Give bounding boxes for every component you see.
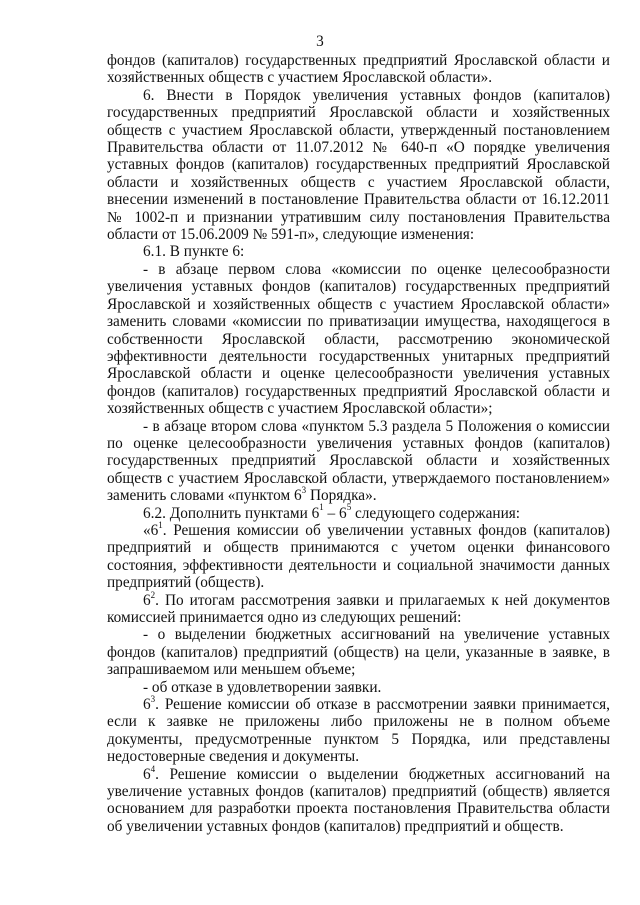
superscript: 1 (158, 519, 163, 530)
superscript: 5 (346, 502, 352, 513)
superscript: 1 (319, 502, 324, 513)
text-run: 6 (143, 591, 151, 609)
text-run: – 6 (323, 504, 347, 522)
paragraph-continuation: фондов (капиталов) государственных предприятий Ярославской области и хозяйственных обществ с участием Ярославской области». (107, 52, 610, 87)
text-run: «6 (143, 521, 159, 539)
text-run: следующего содержания: (351, 504, 521, 522)
text-run: - в абзаце втором слова «пунктом 5.3 раздела 5 Положения о комиссии по оценке целесообразности увеличения уставных фондов (капиталов) государственных предприятий Ярославской области и хозяйственных обществ с участием Ярославской области, утверждаемого постановлением» заменить словами «пунктом 6 (107, 417, 610, 505)
paragraph-first-abzats-change: - в абзаце первом слова «комиссии по оценке целесообразности увеличения уставных фондов (капиталов) государственных предприятий Ярославской и хозяйственных обществ с участием Ярославской области» заменить словами «комиссии по приватизации имущества, находящегося в собственности Ярославской области, рассмотрению экономической эффективности деятельности государственных унитарных предприятий Ярославской области и оценке целесообразности увеличения уставных фондов (капиталов) государственных предприятий Ярославской области и хозяйственных обществ с участием Ярославской области»; (107, 260, 610, 418)
document-body (107, 52, 610, 835)
text-run: Порядка». (306, 487, 377, 505)
text-run: 6.2. Дополнить пунктами 6 (143, 504, 320, 522)
paragraph-decision-refuse: - об отказе в удовлетворении заявки. (143, 678, 382, 696)
text-run: . Решение комиссии о выделении бюджетных ассигнований на увеличение уставных фондов (капиталов) предприятий (обществ) является основанием для разработки проекта постановления Правительства области об увеличении уставных фондов (капиталов) предприятий и обществ. (107, 765, 610, 835)
page-number: 3 (316, 33, 324, 50)
superscript: 4 (150, 763, 156, 774)
superscript: 3 (150, 693, 156, 704)
paragraph-point-6-3 (107, 693, 610, 766)
paragraph-point-6-4 (107, 763, 610, 836)
paragraph-second-abzats-change (107, 418, 610, 505)
text-run: . Решение комиссии об отказе в рассмотрении заявки принимается, если к заявке не приложены либо приложены не в полном объеме документы, предусмотренные пунктом 5 Порядка, или представлены недостоверные сведения и документы. (107, 696, 610, 766)
text-run: 6 (143, 696, 151, 714)
paragraph-decision-allocate: - о выделении бюджетных ассигнований на увеличение уставных фондов (капиталов) предприятий (обществ) на цели, указанные в заявке, в запрашиваемом или меньшем объеме; (107, 626, 610, 679)
superscript: 2 (150, 589, 156, 600)
paragraph-item-6-2 (107, 502, 610, 522)
paragraph-point-6-2 (107, 589, 610, 627)
text-run: . По итогам рассмотрения заявки и прилагаемых к ней документов комиссией принимается одно из следующих решений: (107, 591, 610, 626)
text-run: . Решения комиссии об увеличении уставных фондов (капиталов) предприятий и обществ принимаются с учетом оценки финансового состояния, эффективности деятельности и социальной значимости данных предприятий (обществ). (107, 521, 610, 592)
paragraph-point-6-1 (107, 519, 610, 592)
text-run: 6 (143, 765, 151, 783)
paragraph-item-6-1: 6.1. В пункте 6: (143, 243, 245, 261)
paragraph-item-6: 6. Внести в Порядок увеличения уставных фондов (капиталов) государственных предприятий Ярославской области и хозяйственных обществ с участием Ярославской области, утвержденный постановлением Правительства области от 11.07.2012 № 640-п «О порядке увеличения уставных фондов (капиталов) государственных предприятий Ярославской области и хозяйственных обществ с участием Ярославской области, внесении изменений в постановление Правительства области от 16.12.2011 № 1002-п и признании утратившим силу постановления Правительства области от 15.06.2009 № 591-п», следующие изменения: (107, 86, 610, 244)
superscript: 3 (301, 485, 307, 496)
